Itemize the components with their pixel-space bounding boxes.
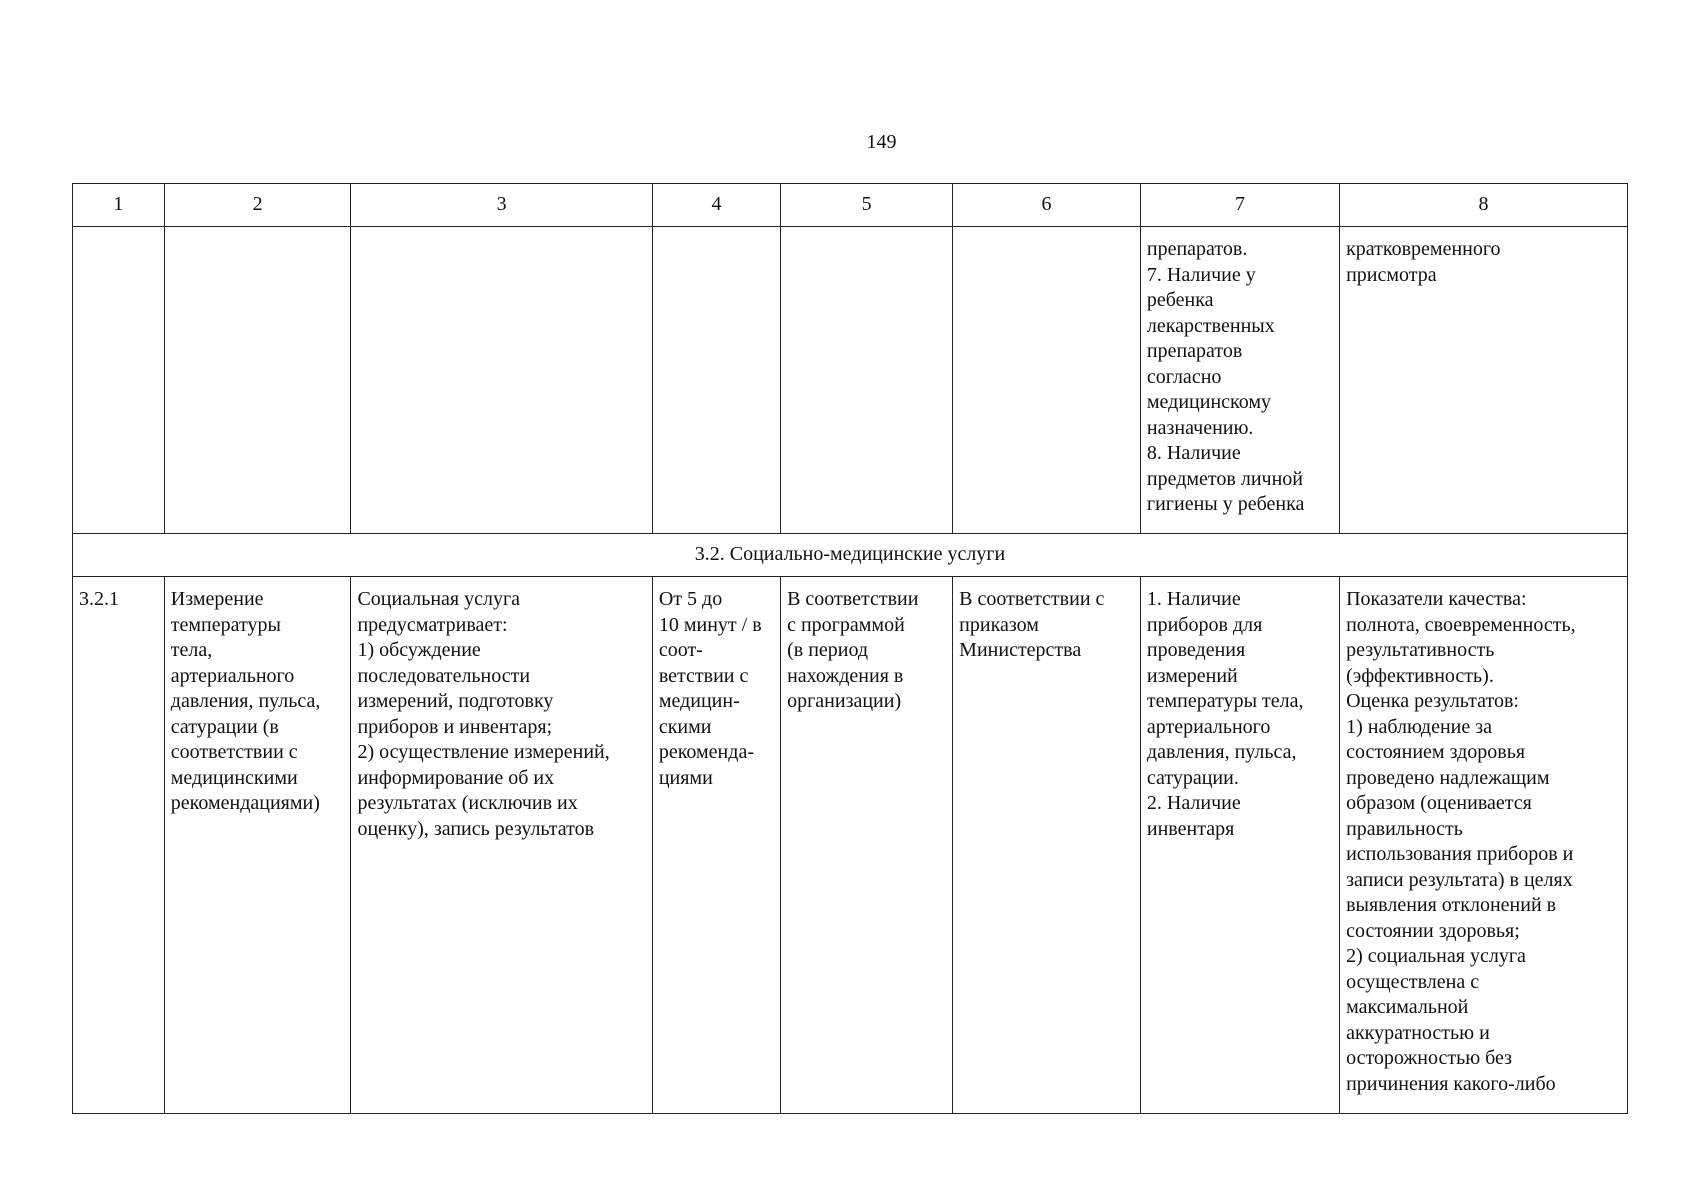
requirements-cell: препаратов. 7. Наличие у ребенка лекарственных препаратов согласно медицинскому назначению. 8. Наличие предметов личной гигиены у ребенка	[1140, 227, 1339, 534]
column-number-cell: 4	[652, 184, 780, 227]
table-cell	[351, 227, 652, 534]
service-conditions: 1. Наличие приборов для проведения измерений температуры тела, артериального давления, пульса, сатурации. 2. Наличие инвентаря	[1140, 577, 1339, 1114]
service-row	[73, 577, 1628, 1114]
column-number-cell: 2	[164, 184, 351, 227]
table-cell	[164, 227, 351, 534]
quality-cell: кратковременного присмотра	[1340, 227, 1628, 534]
table-cell	[652, 227, 780, 534]
section-title: 3.2. Социально-медицинские услуги	[73, 534, 1628, 577]
page-number: 149	[866, 131, 897, 153]
column-number-cell: 8	[1340, 184, 1628, 227]
section-row	[73, 534, 1628, 577]
table-cell	[73, 227, 165, 534]
continuation-row	[73, 227, 1628, 534]
service-description: Социальная услуга предусматривает: 1) обсуждение последовательности измерений, подготовку приборов и инвентаря; 2) осуществление измерений, информирование об их результатах (исключив их оценку), запись результатов	[351, 577, 652, 1114]
column-number-cell: 1	[73, 184, 165, 227]
service-frequency: В соответствии с программой (в период нахождения в организации)	[781, 577, 953, 1114]
column-number-cell: 3	[351, 184, 652, 227]
service-quality: Показатели качества: полнота, своевременность, результативность (эффективность). Оценка результатов: 1) наблюдение за состоянием здоровья проведено надлежащим образом (оценивается правильность использования приборов и записи результата) в целях выявления отклонений в состоянии здоровья; 2) социальная услуга осуществлена с максимальной аккуратностью и осторожностью без причинения какого-либо	[1340, 577, 1628, 1114]
table-cell	[781, 227, 953, 534]
column-number-cell: 6	[953, 184, 1141, 227]
table-cell	[953, 227, 1141, 534]
service-name: Измерение температуры тела, артериального давления, пульса, сатурации (в соответствии с медицинскими рекомендациями)	[164, 577, 351, 1114]
column-number-cell: 5	[781, 184, 953, 227]
service-tariff: В соответствии с приказом Министерства	[953, 577, 1141, 1114]
column-number-cell: 7	[1140, 184, 1339, 227]
column-number-row	[73, 184, 1628, 227]
service-number: 3.2.1	[73, 577, 165, 1114]
service-duration: От 5 до 10 минут / в соот- ветствии с медицин- скими рекоменда- циями	[652, 577, 780, 1114]
services-table	[72, 183, 1628, 1114]
